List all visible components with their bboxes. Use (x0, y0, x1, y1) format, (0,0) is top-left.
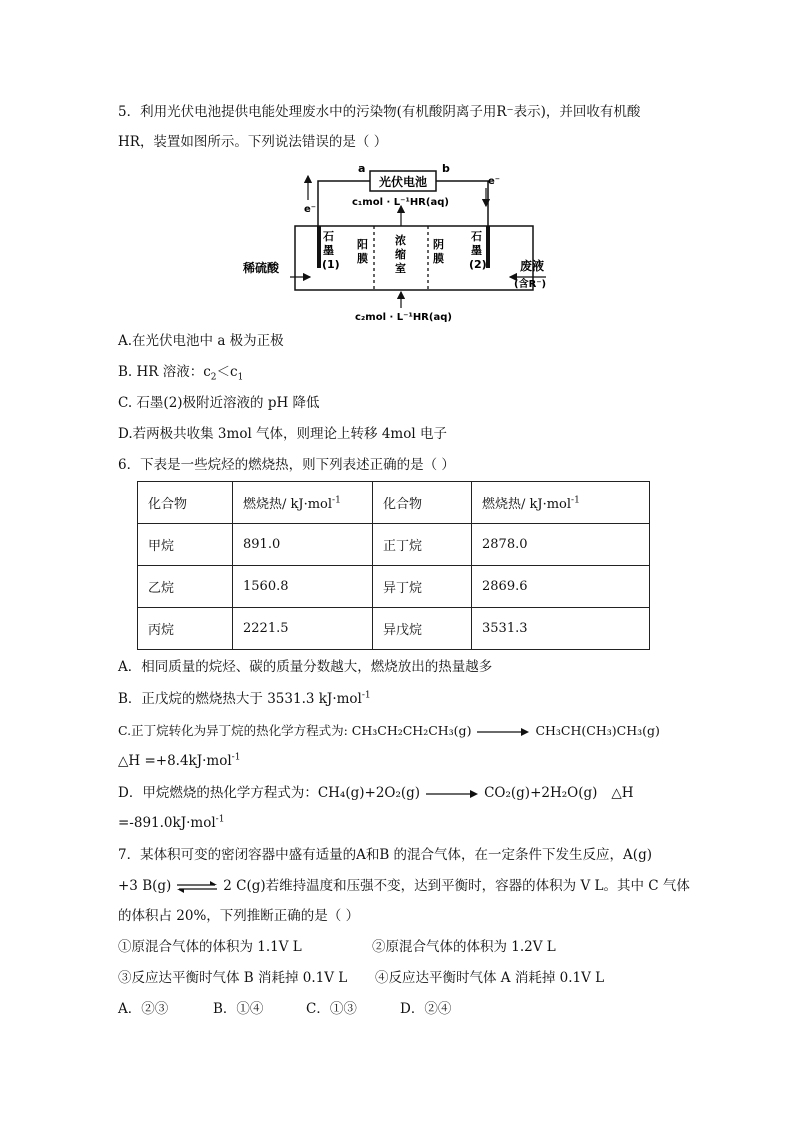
table-cell: 异丁烷 (373, 566, 472, 608)
table-cell: 891.0 (233, 524, 373, 566)
q6-option-a: A．相同质量的烷烃、碳的质量分数越大，燃烧放出的热量越多 (118, 659, 493, 675)
q7-option-d: D．②④ (400, 1001, 452, 1017)
right-inflow-label: 废液 (520, 259, 545, 273)
q7-statement-1: ①原混合气体的体积为 1.1V L (118, 939, 302, 955)
svg-text:墨: 墨 (471, 244, 482, 257)
table-cell: 2878.0 (472, 524, 650, 566)
right-inflow-label2: (含R⁻) (514, 279, 547, 290)
table-cell: 3531.3 (472, 608, 650, 650)
q6-option-c: C.正丁烷转化为异丁烷的热化学方程式为: CH₃CH₂CH₂CH₃(g) CH₃CH(CH₃)CH₃(g) (118, 723, 660, 738)
table-cell: 异戊烷 (373, 608, 472, 650)
svg-text:缩: 缩 (395, 248, 406, 261)
q7-stem-line1: 7．某体积可变的密闭容器中盛有适量的A和B 的混合气体，在一定条件下发生反应，A(g) (118, 847, 652, 863)
table-header-cell: 燃烧热/ kJ·mol$^{-1}$ (472, 482, 650, 524)
electrode2-text (469, 229, 487, 271)
svg-text:膜: 膜 (433, 252, 444, 265)
q5-option-a: A.在光伏电池中 a 极为正极 (118, 333, 284, 349)
svg-text:阳: 阳 (357, 238, 368, 251)
q5-option-c: C. 石墨(2)极附近溶液的 pH 降低 (118, 395, 320, 411)
bottom-label: c₂mol · L⁻¹HR(aq) (355, 312, 452, 323)
svg-text:阴: 阴 (433, 238, 444, 251)
electrode1-text (322, 229, 340, 271)
table-cell: 正丁烷 (373, 524, 472, 566)
electrolysis-diagram (240, 160, 560, 325)
q5-option-d: D.若两极共收集 3mol 气体，则理论上转移 4mol 电子 (118, 426, 447, 442)
electrode-1 (317, 226, 321, 268)
left-inflow-label: 稀硫酸 (243, 261, 280, 275)
svg-text:浓: 浓 (395, 234, 406, 247)
table-header-cell: 燃烧热/ kJ·mol$^{-1}$ (233, 482, 373, 524)
q7-stem-line3: 的体积占 20%，下列推断正确的是（ ） (118, 908, 360, 924)
pv-cell-label: 光伏电池 (378, 175, 428, 189)
q6-option-d-value: =-891.0kJ·mol$^{-1}$ (118, 814, 225, 831)
q7-statement-3: ③反应达平衡时气体 B 消耗掉 0.1V L (118, 970, 348, 986)
table-cell: 2869.6 (472, 566, 650, 608)
table-row (138, 608, 650, 650)
top-label: c₁mol · L⁻¹HR(aq) (352, 197, 449, 208)
electron-label-right: e⁻ (488, 176, 501, 187)
table-cell: 丙烷 (138, 608, 233, 650)
table-cell: 甲烷 (138, 524, 233, 566)
table-row (138, 524, 650, 566)
q7-stem-line2: +3 B(g) 2 C(g)若维持温度和压强不变，达到平衡时，容器的体积为 V L。其中 C 气体 (118, 878, 690, 894)
table-cell: 乙烷 (138, 566, 233, 608)
table-header-cell: 化合物 (138, 482, 233, 524)
q5-stem-line2: HR，装置如图所示。下列说法错误的是（ ） (118, 134, 388, 150)
terminal-b: b (442, 162, 450, 175)
table-row (138, 566, 650, 608)
concentration-room-text (395, 233, 406, 275)
table-cell: 2221.5 (233, 608, 373, 650)
svg-text:膜: 膜 (357, 252, 368, 265)
reaction-arrow (477, 727, 529, 737)
table-header-cell: 化合物 (373, 482, 472, 524)
svg-text:石: 石 (471, 230, 482, 243)
q7-option-b: B．①④ (213, 1001, 264, 1017)
q7-option-c: C．①③ (306, 1001, 357, 1017)
terminal-a: a (358, 162, 366, 175)
svg-text:石: 石 (323, 230, 334, 243)
svg-text:室: 室 (395, 262, 406, 275)
cation-membrane-text (433, 237, 444, 265)
table-cell: 1560.8 (233, 566, 373, 608)
q5-option-b: B. HR 溶液：$c_2<c_1$ (118, 364, 244, 383)
q7-option-a: A．②③ (118, 1001, 169, 1017)
q6-option-d: D．甲烷燃烧的热化学方程式为：CH₄(g)+2O₂(g) CO₂(g)+2H₂O(g) △H (118, 785, 634, 801)
q7-statement-2: ②原混合气体的体积为 1.2V L (372, 939, 556, 955)
combustion-heat-table (137, 481, 650, 650)
q5-stem-line1: 5．利用光伏电池提供电能处理废水中的污染物(有机酸阴离子用R⁻表示)，并回收有机酸 (118, 104, 641, 120)
svg-text:(1): (1) (322, 258, 340, 271)
svg-text:墨: 墨 (323, 244, 334, 257)
q6-stem: 6．下表是一些烷烃的燃烧热，则下列表述正确的是（ ） (118, 457, 455, 473)
anion-membrane-text (357, 237, 368, 265)
q6-option-c-dh: △H =+8.4kJ·mol$^{-1}$ (118, 752, 241, 769)
svg-text:(2): (2) (469, 258, 487, 271)
reaction-arrow (426, 789, 478, 799)
q6-option-b: B．正戊烷的燃烧热大于 3531.3 kJ·mol$^{-1}$ (118, 690, 371, 707)
electron-label-left: e⁻ (304, 204, 317, 215)
equilibrium-arrow (177, 881, 217, 893)
q7-statement-4: ④反应达平衡时气体 A 消耗掉 0.1V L (375, 970, 605, 986)
table-header-row (138, 482, 650, 524)
